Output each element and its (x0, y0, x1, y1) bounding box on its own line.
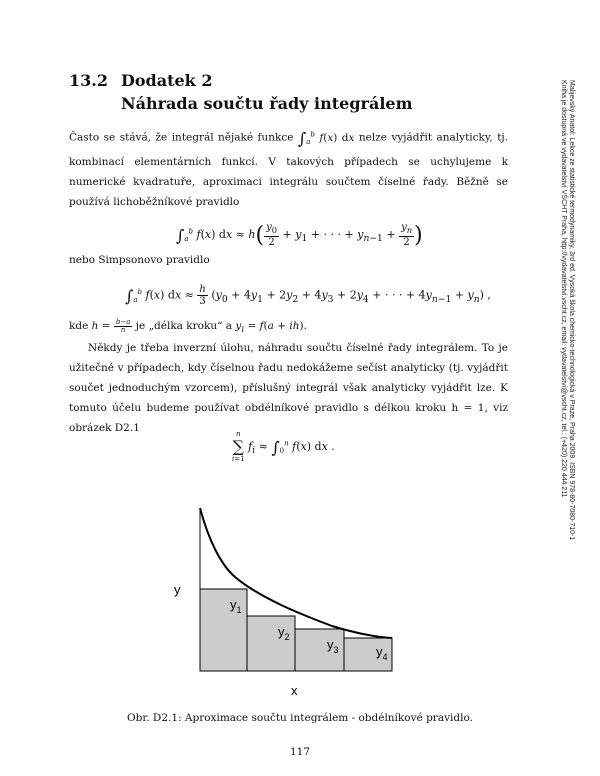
simpson-intro: nebo Simpsonovo pravidlo (69, 254, 210, 266)
page-number: 117 (289, 746, 311, 758)
section-heading (69, 70, 212, 92)
bar-label-2: $y_2$ (278, 624, 290, 642)
trapezoid-rule-equation: $\int_a^b$ f(x) dx ≈ h( $\frac{y_0}{2}$ + $y_1$ + · · · + $y_{n-1}$ + $\frac{y_n}{2}$ ) (176, 222, 423, 248)
section-title: Dodatek 2 (121, 71, 213, 90)
rectangle-rule-figure (160, 498, 420, 703)
simpson-rule-equation: $\int_a^b$ f(x) dx ≈ $\frac{h}{3}$ ($y_0 + 4y_1 + 2y_2 + 4y_3 + 2y_4$ + · · · + $4y_{n-1} + y_n$) , (125, 284, 491, 308)
side-note-line-2: Kniha je dostupná ve vydavatelství VŠCHT Praha, http://vydavatelstvi.vscht.cz, email: vydavatelstvi@vscht.cz, tel.: (+420) 220 444 211 (560, 80, 567, 498)
bars-group (200, 589, 392, 671)
y-axis-label: y (174, 582, 181, 597)
rectangle-rule-equation: n ∑ i=1 $f_i \approx \int_0^n$ f(x) dx . (232, 430, 335, 463)
side-note-line-1: Malijevský Anatol: Lekce ze statistické termodynamiky, 3rd ed. Vysoká škola chemicko-technologická v Praze, Praha 2009. ISBN 978-80-7080-710-1 (568, 80, 575, 541)
intro-paragraph (69, 124, 508, 212)
intro-text-after: nelze vyjádřit analyticky, tj. kombinací elementárních funkcí. V takových případech se uchylujeme k numerické kvadratuře, aproximaci integrálu součtem číselné řady. Běžně se používá lichoběžníkové pravidlo (69, 131, 509, 208)
where-prefix: kde (69, 320, 92, 332)
bar-label-3: $y_3$ (327, 637, 339, 655)
inverse-problem-paragraph: Někdy je třeba inverzní úlohu, náhradu součtu číselné řady integrálem. To je užitečné v případech, kdy číselnou řadu nedokážeme sečíst analyticky (tj. vyjádřit součet jednoduchým vzorcem), příslušný integrál však analyticky vyjádřit lze. K tomuto účelu budeme používat obdélníkové pravidlo s délkou kroku h = 1, viz obrázek D2.1 (69, 342, 508, 434)
section-number: 13.2 (69, 71, 108, 90)
bar-1 (200, 589, 247, 671)
copyright-side-note (559, 80, 575, 540)
bar-label-4: $y_4$ (376, 644, 388, 662)
where-mid: je „délka kroku“ a (132, 320, 236, 332)
step-definition: kde h = $\frac{b-a}{n}$ je „délka kroku“ a $y_i = f(a + ih)$. (69, 317, 307, 336)
x-axis-label: x (291, 683, 298, 698)
section-subtitle: Náhrada součtu řady integrálem (121, 94, 413, 113)
inline-integral: $\int_a^b$ f(x) dx (297, 128, 355, 148)
where-end: . (303, 320, 307, 332)
bar-2 (247, 616, 295, 671)
figure-caption: Obr. D2.1: Aproximace součtu integrálem - obdélníkové pravidlo. (127, 712, 473, 724)
intro-text-before: Často se stává, že integrál nějaké funkce (69, 131, 298, 144)
bar-label-1: $y_1$ (230, 597, 242, 615)
